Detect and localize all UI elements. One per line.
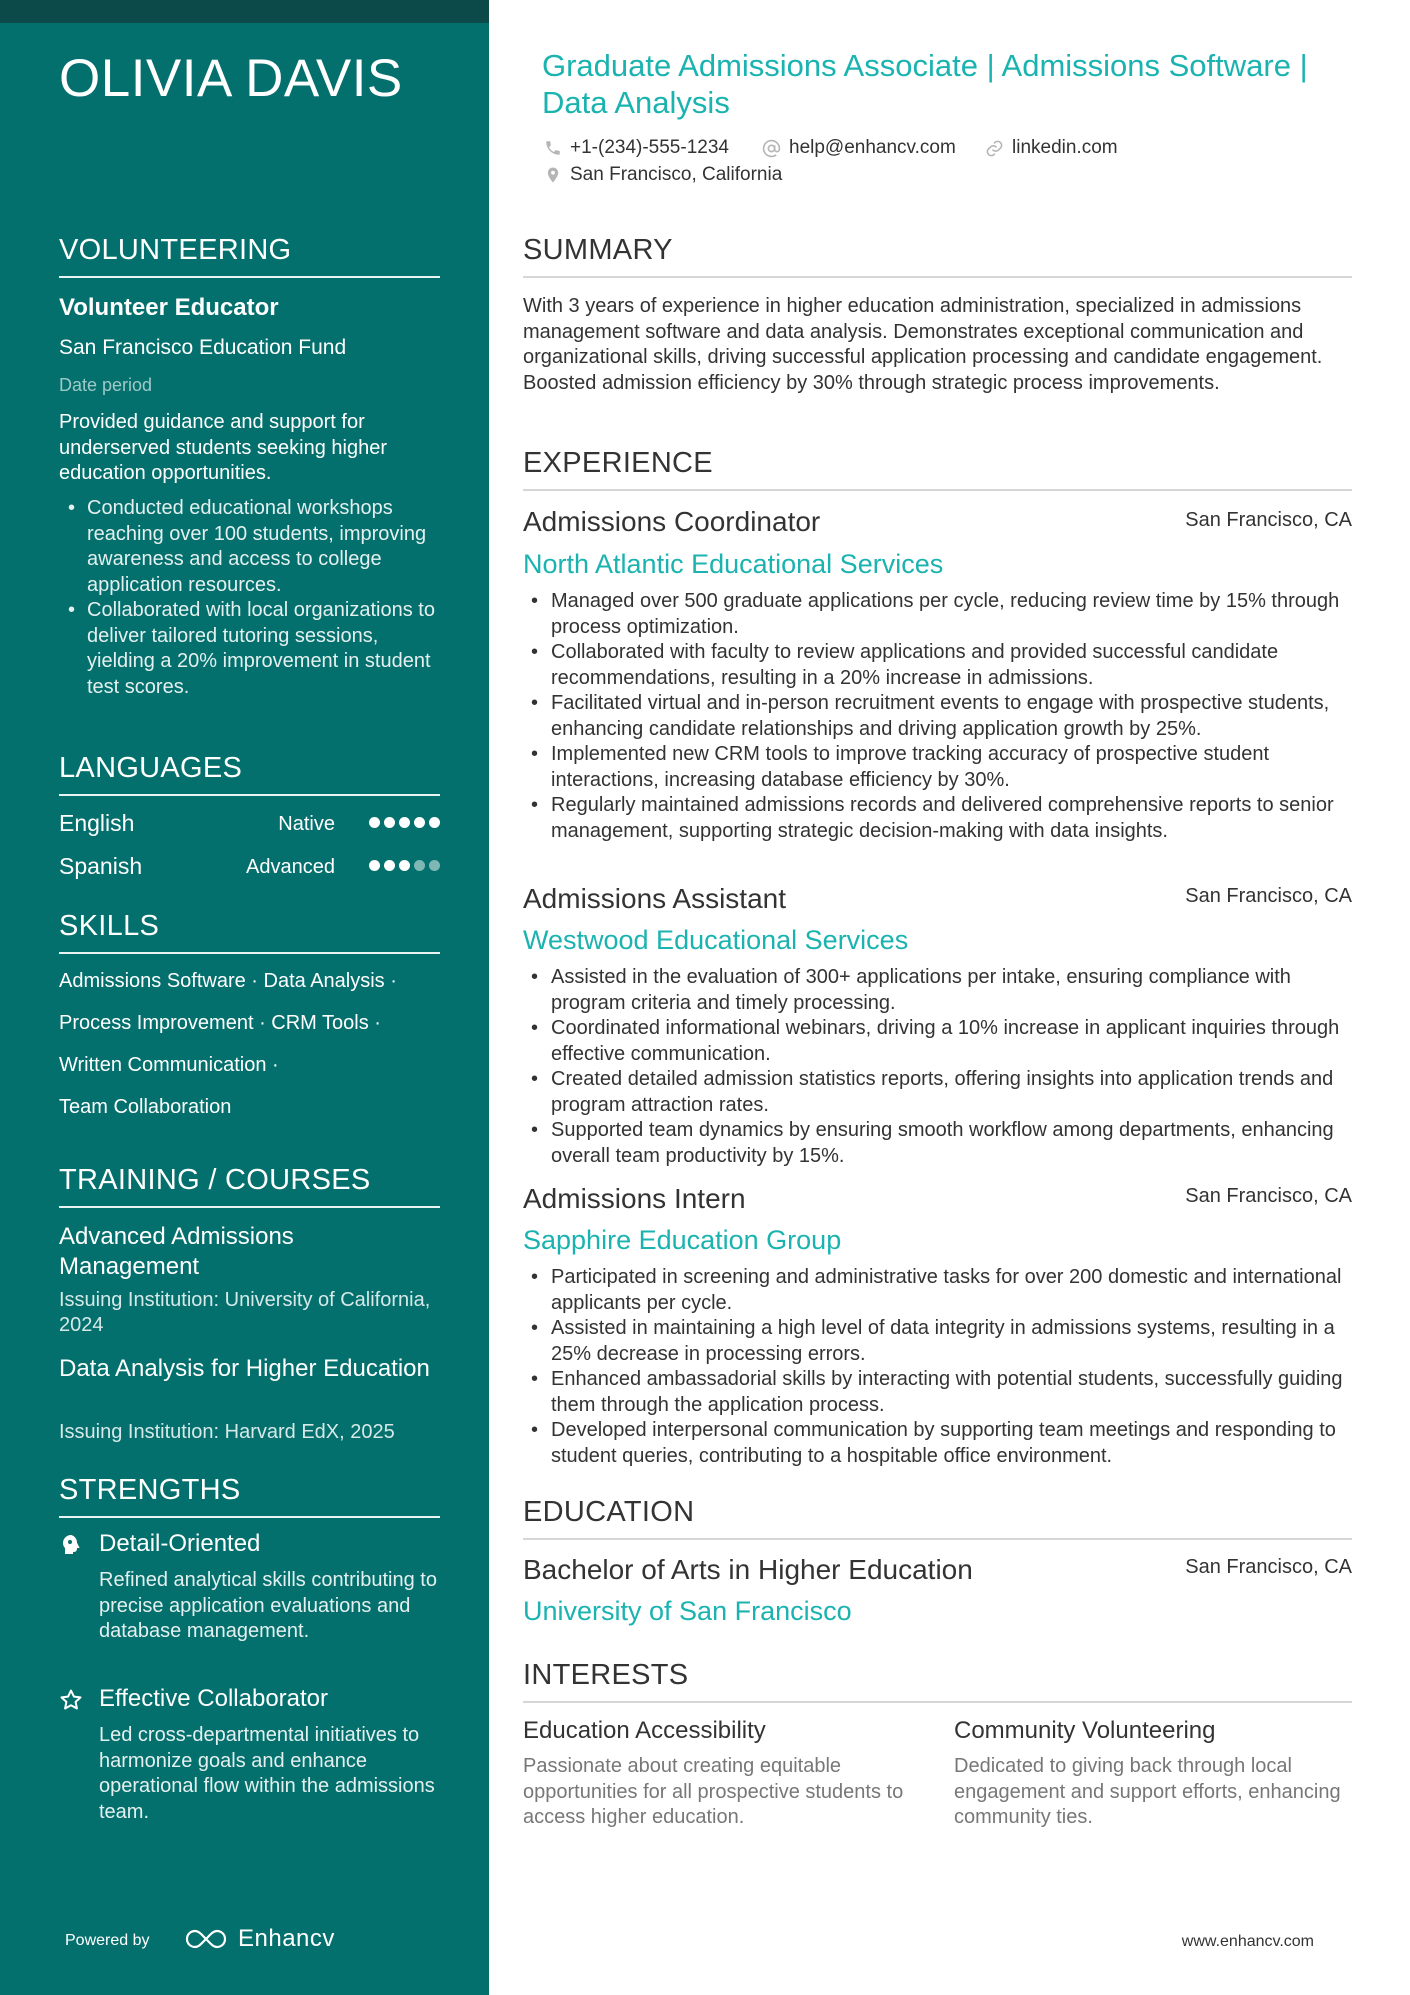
job-location: San Francisco, CA	[1185, 885, 1352, 907]
course-title: Advanced Admissions Management	[59, 1223, 294, 1280]
phone-icon	[544, 139, 562, 157]
job-title: Admissions Assistant	[523, 883, 786, 914]
list-item: • Coordinated informational webinars, driving a 10% increase in applicant inquiries through effective communication.	[523, 1016, 1352, 1067]
education-location: San Francisco, CA	[1185, 1556, 1352, 1578]
strength-description: Led cross-departmental initiatives to harmonize goals and enhance operational flow within the admissions team.	[99, 1724, 435, 1823]
strength-title: Detail-Oriented	[99, 1530, 261, 1557]
list-item: • Supported team dynamics by ensuring smooth workflow among departments, enhancing overall team productivity by 15%.	[523, 1118, 1352, 1169]
volunteer-description: Provided guidance and support for underserved students seeking higher education opportunities.	[59, 411, 387, 484]
strengths-heading: STRENGTHS	[59, 1474, 440, 1518]
list-item: • Managed over 500 graduate applications per cycle, reducing review time by 15% through process optimization.	[523, 589, 1352, 640]
language-name: Spanish	[59, 853, 143, 879]
skills-line: Admissions Software · Data Analysis ·	[59, 970, 397, 992]
location-text: San Francisco, California	[570, 164, 783, 185]
contact-linkedin[interactable]	[985, 137, 1118, 159]
candidate-name: OLIVIA DAVIS	[59, 49, 403, 108]
powered-by-label: Powered by	[65, 1932, 150, 1949]
job-location: San Francisco, CA	[1185, 1185, 1352, 1207]
course-meta: Issuing Institution: Harvard EdX, 2025	[59, 1421, 395, 1443]
list-item: • Regularly maintained admissions records and delivered comprehensive reports to senior management, supporting strategic decision-making with data insights.	[523, 793, 1352, 844]
contact-phone[interactable]	[544, 137, 729, 159]
language-level: Native	[278, 813, 335, 835]
skills-heading: SKILLS	[59, 910, 440, 954]
contact-email[interactable]	[762, 137, 956, 159]
location-pin-icon	[544, 165, 562, 185]
job-bullets	[523, 1265, 1352, 1469]
job-title: Admissions Intern	[523, 1183, 746, 1214]
training-heading: TRAINING / COURSES	[59, 1164, 440, 1208]
skills-line: Team Collaboration	[59, 1096, 232, 1118]
degree-title: Bachelor of Arts in Higher Education	[523, 1554, 973, 1585]
skills-line: Process Improvement · CRM Tools ·	[59, 1012, 381, 1034]
job-location: San Francisco, CA	[1185, 509, 1352, 531]
list-item: • Assisted in the evaluation of 300+ applications per intake, ensuring compliance with program criteria and timely processing.	[523, 965, 1352, 1016]
list-item: • Assisted in maintaining a high level of data integrity in admissions systems, resulting in a 25% decrease in processing errors.	[523, 1316, 1352, 1367]
job-title: Admissions Coordinator	[523, 506, 821, 537]
interest-title: Education Accessibility	[523, 1717, 766, 1744]
volunteering-heading: VOLUNTEERING	[59, 234, 440, 278]
footer-url[interactable]: www.enhancv.com	[1181, 1933, 1314, 1950]
course-title: Data Analysis for Higher Education	[59, 1355, 430, 1382]
summary-text: With 3 years of experience in higher education administration, specialized in admissions management software and data analysis. Demonstrates exceptional communication and organizational skills, driving successful application processing and candidate engagement. Boosted admission efficiency by 30% through strategic process improvements.	[523, 295, 1323, 394]
phone-number: +1-(234)-555-1234	[570, 137, 729, 158]
language-name: English	[59, 810, 135, 836]
volunteer-organization: San Francisco Education Fund	[59, 336, 347, 359]
job-bullets	[523, 965, 1352, 1169]
school-name: University of San Francisco	[523, 1596, 852, 1626]
summary-heading: SUMMARY	[523, 234, 1352, 278]
education-heading: EDUCATION	[523, 1496, 1352, 1540]
list-item: • Participated in screening and administrative tasks for over 200 domestic and international applicants per cycle.	[523, 1265, 1352, 1316]
volunteer-date: Date period	[59, 375, 153, 395]
interest-description: Passionate about creating equitable opportunities for all prospective students to access higher education.	[523, 1755, 904, 1828]
email-address: help@enhancv.com	[789, 137, 956, 158]
job-company: Sapphire Education Group	[523, 1225, 842, 1255]
course-meta: Issuing Institution: University of California, 2024	[59, 1289, 431, 1336]
list-item: • Created detailed admission statistics reports, offering insights into application trends and program attraction rates.	[523, 1067, 1352, 1118]
strength-description: Refined analytical skills contributing to precise application evaluations and database management.	[99, 1569, 437, 1642]
brand-name: Enhancv	[238, 1925, 335, 1952]
job-company: North Atlantic Educational Services	[523, 549, 944, 579]
list-item: • Collaborated with local organizations to deliver tailored tutoring sessions, yielding a 20% improvement in student test scores.	[59, 598, 440, 700]
experience-heading: EXPERIENCE	[523, 447, 1352, 491]
list-item: • Implemented new CRM tools to improve tracking accuracy of prospective student interactions, increasing database efficiency by 30%.	[523, 742, 1352, 793]
link-icon	[985, 139, 1004, 158]
linkedin-url: linkedin.com	[1012, 137, 1118, 158]
strength-title: Effective Collaborator	[99, 1685, 329, 1712]
contact-location	[544, 164, 782, 186]
at-icon	[762, 139, 781, 158]
list-item: • Facilitated virtual and in-person recruitment events to engage with prospective students, enhancing candidate relationships and driving application growth by 25%.	[523, 691, 1352, 742]
list-item: • Developed interpersonal communication by supporting team meetings and responding to student queries, contributing to a hospitable office environment.	[523, 1418, 1352, 1469]
list-item: • Conducted educational workshops reaching over 100 students, improving awareness and access to college application resources.	[59, 496, 440, 598]
languages-heading: LANGUAGES	[59, 752, 440, 796]
list-item: • Collaborated with faculty to review applications and provided successful candidate recommendations, resulting in a 20% increase in admissions.	[523, 640, 1352, 691]
job-bullets	[523, 589, 1352, 844]
job-company: Westwood Educational Services	[523, 925, 909, 955]
interest-title: Community Volunteering	[954, 1717, 1216, 1744]
skills-line: Written Communication ·	[59, 1054, 279, 1076]
list-item: • Enhanced ambassadorial skills by interacting with potential students, successfully guiding them through the application process.	[523, 1367, 1352, 1418]
volunteer-title: Volunteer Educator	[59, 294, 279, 321]
language-level: Advanced	[246, 856, 335, 878]
resume-headline: Graduate Admissions Associate | Admissions Software | Data Analysis	[542, 48, 1308, 120]
interest-description: Dedicated to giving back through local engagement and support efforts, enhancing community ties.	[954, 1755, 1341, 1828]
interests-heading: INTERESTS	[523, 1659, 1352, 1703]
